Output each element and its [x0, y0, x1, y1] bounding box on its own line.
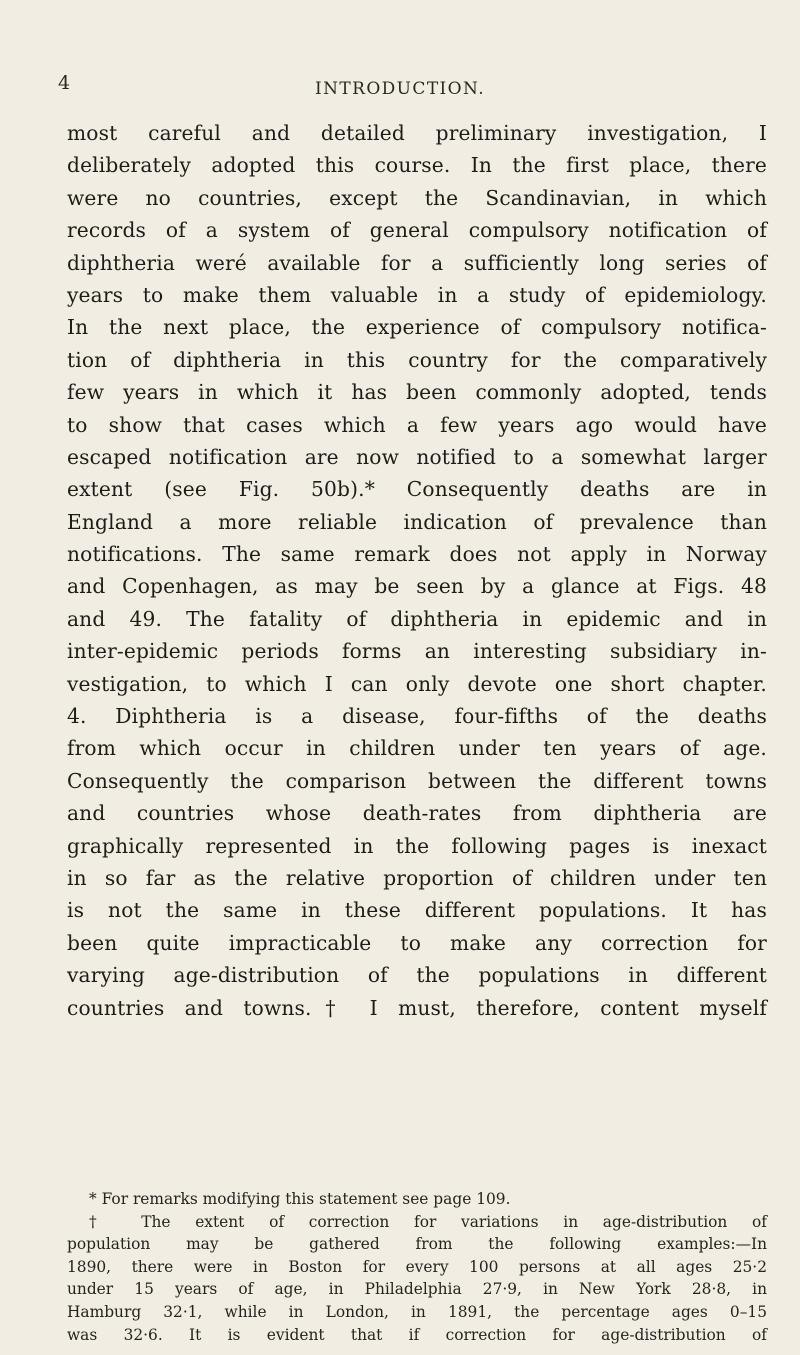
body-line: diphtheria weré available for a sufficiently long series of — [67, 250, 767, 275]
body-line: graphically represented in the following pages is inexact — [67, 833, 767, 858]
body-line: extent (see Fig. 50b).* Consequently deaths are in — [67, 477, 767, 502]
body-line: 4. Diphtheria is a disease, four-fifths of the deaths — [67, 704, 767, 729]
body-line: escaped notification are now notified to a somewhat larger — [67, 444, 767, 469]
body-line: vestigation, to which I can only devote one short chapter. — [67, 671, 767, 696]
body-line: and countries whose death-rates from diphtheria are — [67, 801, 767, 826]
body-line: inter-epidemic periods forms an interesting subsidiary in- — [67, 639, 767, 664]
body-line: tion of diphtheria in this country for the comparatively — [67, 347, 767, 372]
footnote-line: 1890, there were in Boston for every 100 persons at all ages 25·2 — [67, 1257, 767, 1276]
body-text — [67, 117, 767, 1024]
body-line: and 49. The fatality of diphtheria in epidemic and in — [67, 606, 767, 631]
footnote-line: Hamburg 32·1, while in London, in 1891, the percentage ages 0–15 — [67, 1302, 767, 1321]
body-line: from which occur in children under ten years of age. — [67, 736, 767, 761]
body-line: most careful and detailed preliminary investigation, I — [67, 121, 767, 145]
footnotes — [67, 1188, 767, 1346]
body-line: and Copenhagen, as may be seen by a glance at Figs. 48 — [67, 574, 767, 599]
body-line: few years in which it has been commonly adopted, tends — [67, 380, 767, 405]
body-line: to show that cases which a few years ago would have — [67, 412, 767, 437]
body-line: been quite impracticable to make any correction for — [67, 930, 767, 955]
running-head: INTRODUCTION. — [314, 79, 485, 99]
footnote-line: was 32·6. It is evident that if correction for age-distribution of — [67, 1325, 767, 1344]
body-line: is not the same in these different populations. It has — [67, 898, 767, 923]
footnote-line: population may be gathered from the following examples:—In — [67, 1235, 767, 1254]
body-line: England a more reliable indication of prevalence than — [67, 509, 767, 534]
page-number: 4 — [58, 72, 71, 94]
body-line: years to make them valuable in a study of epidemiology. — [67, 282, 767, 307]
body-line: were no countries, except the Scandinavian, in which — [67, 185, 767, 210]
body-line: deliberately adopted this course. In the first place, there — [67, 153, 767, 178]
footnote-line: * For remarks modifying this statement see page 109. — [89, 1190, 511, 1208]
body-line: in so far as the relative proportion of children under ten — [67, 865, 767, 890]
body-line: varying age-distribution of the populations in different — [67, 963, 767, 988]
footnote-line: under 15 years of age, in Philadelphia 27·9, in New York 28·8, in — [67, 1280, 767, 1299]
body-line: Consequently the comparison between the different towns — [67, 768, 767, 793]
body-line: In the next place, the experience of compulsory notifica- — [67, 315, 767, 340]
body-line: countries and towns.† I must, therefore, content myself — [67, 995, 767, 1020]
footnote-line: † The extent of correction for variations in age-distribution of — [89, 1212, 767, 1231]
body-line: notifications. The same remark does not apply in Norway — [67, 542, 767, 567]
body-line: records of a system of general compulsory notification of — [67, 218, 767, 243]
